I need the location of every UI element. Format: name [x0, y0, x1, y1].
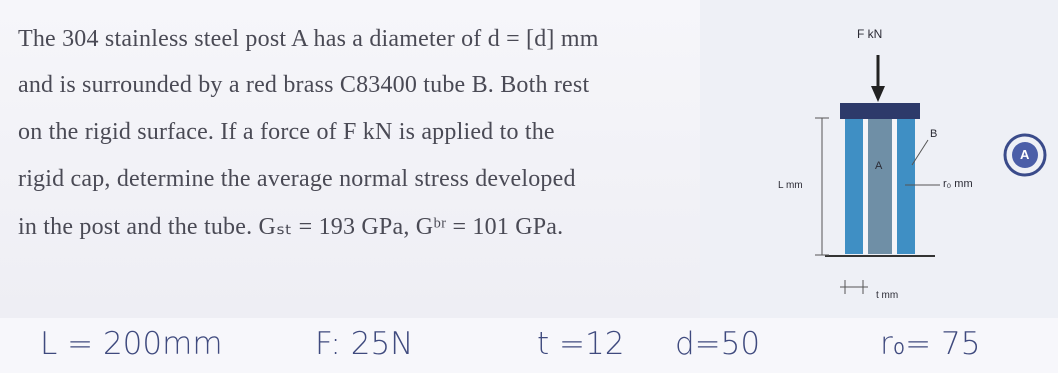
problem-line-4: rigid cap, determine the average normal stress developed [18, 166, 576, 192]
handwritten-length: L = 200mm [40, 326, 223, 362]
handwritten-thickness: t =12 [537, 326, 625, 362]
length-label: L mm [778, 180, 803, 191]
force-arrow-head [871, 86, 885, 102]
post-tube-figure [700, 0, 1058, 318]
rigid-cap [840, 103, 920, 119]
tube-left-wall [845, 119, 863, 254]
tube-right-wall [897, 119, 915, 254]
tube-label: B [930, 128, 938, 140]
gap-right [892, 119, 897, 254]
handwritten-force: F: 25N [315, 326, 414, 362]
radius-label: r₀ mm [943, 178, 973, 190]
post-label: A [875, 160, 883, 172]
post-a [868, 119, 892, 254]
problem-line-5: in the post and the tube. Gₛₜ = 193 GPa, Gᵇʳ = 101 GPa. [18, 214, 564, 240]
post-tube-diagram [700, 0, 1058, 318]
problem-line-3: on the rigid surface. If a force of F kN is applied to the [18, 119, 555, 145]
handwritten-diameter: d=50 [675, 326, 761, 362]
gap-left [863, 119, 868, 254]
thickness-label: t mm [876, 290, 899, 301]
problem-line-1: The 304 stainless steel post A has a diameter of d = [d] mm [18, 26, 599, 52]
badge-icon[interactable]: A [1020, 147, 1030, 162]
handwritten-radius: r₀= 75 [880, 326, 981, 362]
problem-line-2: and is surrounded by a red brass C83400 tube B. Both rest [18, 72, 590, 98]
force-label: F kN [857, 27, 883, 41]
